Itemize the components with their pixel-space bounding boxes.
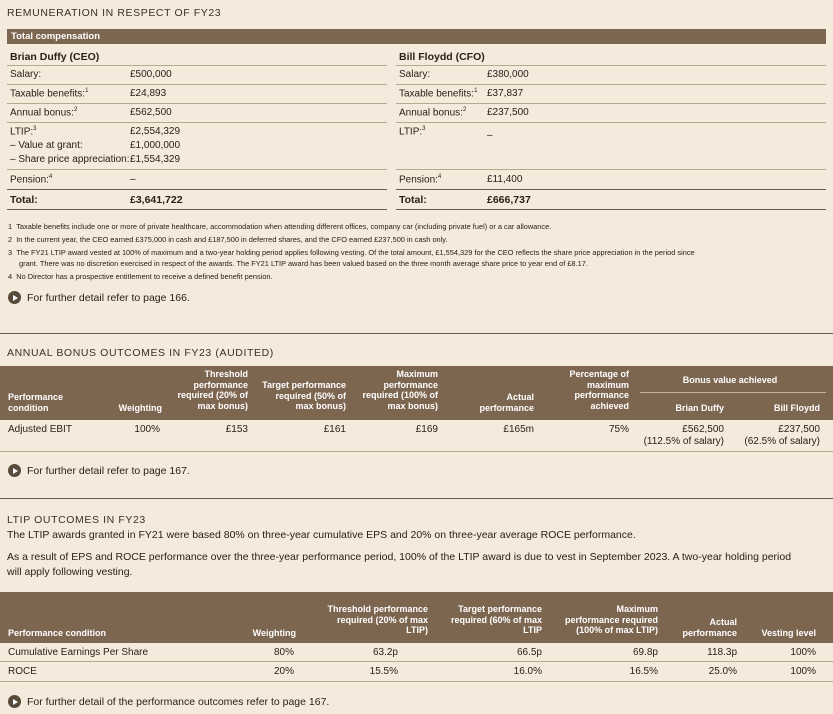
bonus-title: ANNUAL BONUS OUTCOMES IN FY23 (AUDITED) xyxy=(7,347,274,359)
ltip-row-roce-vesting: 100% xyxy=(790,666,816,677)
ltip-title: LTIP OUTCOMES IN FY23 xyxy=(7,514,146,526)
play-arrow-icon xyxy=(8,695,21,708)
bonus-header-cfo: Bill Floydd xyxy=(774,403,820,413)
cfo-salary-label: Salary: xyxy=(399,69,431,80)
ltip-header-condition: Performance condition xyxy=(8,628,107,638)
section-divider xyxy=(0,498,833,499)
cfo-pension-value: £11,400 xyxy=(487,174,523,185)
play-arrow-icon xyxy=(8,291,21,304)
ceo-ltip-label: LTIP:$^3$ xyxy=(10,126,37,138)
cfo-salary-value: £380,000 xyxy=(487,69,529,80)
total-compensation-header xyxy=(7,29,826,44)
bonus-percentage: 75% xyxy=(608,424,629,435)
ceo-bonus-label: Annual bonus:$^2$ xyxy=(10,107,78,119)
total-divider xyxy=(396,189,826,190)
ceo-divider xyxy=(7,65,387,66)
total-compensation-label: Total compensation xyxy=(11,31,101,42)
bonus-header-maximum: Maximum performance required (100% of max bonus) xyxy=(362,369,438,411)
ltip-row-divider xyxy=(0,681,833,682)
cfo-divider xyxy=(396,65,826,66)
bonus-condition: Adjusted EBIT xyxy=(8,424,72,435)
bonus-header-ceo: Brian Duffy xyxy=(675,403,724,413)
ltip-paragraph-2-continued: will apply following vesting. xyxy=(7,566,133,578)
bonus-threshold: £153 xyxy=(225,424,248,435)
row-divider xyxy=(396,169,826,170)
bonus-weighting: 100% xyxy=(134,424,160,435)
footnote-2: 2 In the current year, the CEO earned £375,000 in cash and £187,500 in deferred shares, and the CFO earned £237,500 in cash only. xyxy=(8,235,448,244)
total-divider xyxy=(7,189,387,190)
ceo-bonus-value: £562,500 xyxy=(130,107,172,118)
ltip-row-eps-target: 66.5p xyxy=(516,647,542,658)
footnote-3-continued: grant. There was no discretion exercised in respect of the awards. The FY21 LTIP award has been valued based on the three month average share price to year end of £8.17. xyxy=(19,259,588,268)
ceo-appreciation-value: £1,554,329 xyxy=(130,154,181,165)
section-divider xyxy=(0,333,833,334)
ltip-row-divider xyxy=(0,661,833,662)
ceo-salary-label: Salary: xyxy=(10,69,42,80)
bonus-cfo-note: (62.5% of salary) xyxy=(744,436,820,447)
ceo-benefits-value: £24,893 xyxy=(130,88,167,99)
bonus-target: £161 xyxy=(323,424,346,435)
bonus-header-actual: Actual performance xyxy=(479,392,534,413)
total-divider xyxy=(7,209,387,210)
ceo-ltip-value: £2,554,329 xyxy=(130,126,181,137)
ltip-row-roce-threshold: 15.5% xyxy=(369,666,398,677)
ltip-header-target: Target performance required (60% of max LTIP xyxy=(450,604,542,635)
bonus-header-divider xyxy=(640,392,826,393)
ltip-header-actual: Actual performance xyxy=(682,617,737,638)
ceo-grant-label: – Value at grant: xyxy=(10,140,83,151)
bonus-header-value-achieved: Bonus value achieved xyxy=(682,375,778,385)
row-divider xyxy=(7,103,387,104)
ceo-name: Brian Duffy (CEO) xyxy=(10,51,100,63)
total-divider xyxy=(396,209,826,210)
ltip-row-eps-threshold: 63.2p xyxy=(372,647,398,658)
play-arrow-icon xyxy=(8,464,21,477)
row-divider xyxy=(7,122,387,123)
remuneration-detail-link[interactable] xyxy=(8,291,190,304)
ltip-row-eps-vesting: 100% xyxy=(790,647,816,658)
ceo-total-value: £3,641,722 xyxy=(130,194,183,206)
ltip-row-eps-maximum: 69.8p xyxy=(632,647,658,658)
ltip-row-eps-actual: 118.3p xyxy=(707,647,737,658)
cfo-name: Bill Floydd (CFO) xyxy=(399,51,485,63)
cfo-ltip-label: LTIP:$^3$ xyxy=(399,126,426,138)
ltip-header-vesting: Vesting level xyxy=(761,628,816,638)
bonus-row-divider xyxy=(0,451,833,452)
bonus-header-condition: Performance condition xyxy=(8,392,64,413)
bonus-detail-link[interactable] xyxy=(8,464,190,477)
cfo-total-value: £666,737 xyxy=(487,194,531,206)
bonus-maximum: £169 xyxy=(415,424,438,435)
bonus-detail-link-text: For further detail refer to page 167. xyxy=(27,464,190,477)
ltip-header-weighting: Weighting xyxy=(252,628,296,638)
ltip-detail-link-text: For further detail of the performance outcomes refer to page 167. xyxy=(27,695,330,708)
ltip-row-eps-weighting: 80% xyxy=(273,647,294,658)
cfo-pension-label: Pension:$^4$ xyxy=(399,174,442,186)
row-divider xyxy=(396,84,826,85)
row-divider xyxy=(7,84,387,85)
ltip-row-roce-maximum: 16.5% xyxy=(629,666,658,677)
row-divider xyxy=(7,169,387,170)
ltip-header-maximum: Maximum performance required (100% of max LTIP) xyxy=(564,604,658,635)
bonus-ceo-value: £562,500 xyxy=(682,424,724,435)
cfo-benefits-label: Taxable benefits:$^1$ xyxy=(399,88,478,100)
ltip-row-eps-condition: Cumulative Earnings Per Share xyxy=(8,647,149,658)
row-divider xyxy=(396,103,826,104)
ltip-row-roce-target: 16.0% xyxy=(513,666,542,677)
bonus-cfo-value: £237,500 xyxy=(778,424,820,435)
bonus-header-threshold: Threshold performance required (20% of max bonus) xyxy=(177,369,248,411)
ltip-header-threshold: Threshold performance required (20% of max LTIP) xyxy=(327,604,428,635)
bonus-header-percentage: Percentage of maximum performance achieved xyxy=(569,369,629,411)
ceo-pension-label: Pension:$^4$ xyxy=(10,174,53,186)
row-divider xyxy=(396,122,826,123)
ceo-salary-value: £500,000 xyxy=(130,69,172,80)
ltip-row-roce-condition: ROCE xyxy=(8,666,37,677)
ltip-paragraph-1: The LTIP awards granted in FY21 were based 80% on three-year cumulative EPS and 20% on three-year average ROCE performance. xyxy=(7,529,636,541)
ltip-row-roce-actual: 25.0% xyxy=(708,666,737,677)
cfo-bonus-value: £237,500 xyxy=(487,107,529,118)
remuneration-title: REMUNERATION IN RESPECT OF FY23 xyxy=(7,7,222,19)
ltip-row-roce-weighting: 20% xyxy=(273,666,294,677)
bonus-header-weighting: Weighting xyxy=(118,403,162,413)
ceo-total-label: Total: xyxy=(10,194,38,206)
footnote-1: 1 Taxable benefits include one or more of private healthcare, accommodation when attending different offices, company car (including private fuel) or a car allowance. xyxy=(8,222,552,231)
bonus-header-target: Target performance required (50% of max bonus) xyxy=(262,380,346,411)
ceo-benefits-label: Taxable benefits:$^1$ xyxy=(10,88,89,100)
cfo-total-label: Total: xyxy=(399,194,427,206)
cfo-bonus-label: Annual bonus:$^2$ xyxy=(399,107,467,119)
ceo-appreciation-label: – Share price appreciation: xyxy=(10,154,130,165)
footnote-3: 3 The FY21 LTIP award vested at 100% of maximum and a two-year holding period applies following vesting. Of the total amount, £1,554,329 for the CEO reflects the share price appreciation in the period since xyxy=(8,248,695,257)
cfo-ltip-value: – xyxy=(487,130,493,141)
ltip-paragraph-2: As a result of EPS and ROCE performance over the three-year performance period, 100% of the LTIP award is due to vest in September 2023. A two-year holding period xyxy=(7,551,792,563)
ceo-grant-value: £1,000,000 xyxy=(130,140,181,151)
cfo-benefits-value: £37,837 xyxy=(487,88,524,99)
ltip-detail-link[interactable] xyxy=(8,695,329,708)
bonus-ceo-note: (112.5% of salary) xyxy=(643,436,724,447)
bonus-actual: £165m xyxy=(503,424,534,435)
ceo-pension-value: – xyxy=(130,174,136,185)
footnote-4: 4 No Director has a prospective entitlement to receive a defined benefit pension. xyxy=(8,272,273,281)
remuneration-detail-link-text: For further detail refer to page 166. xyxy=(27,291,190,304)
